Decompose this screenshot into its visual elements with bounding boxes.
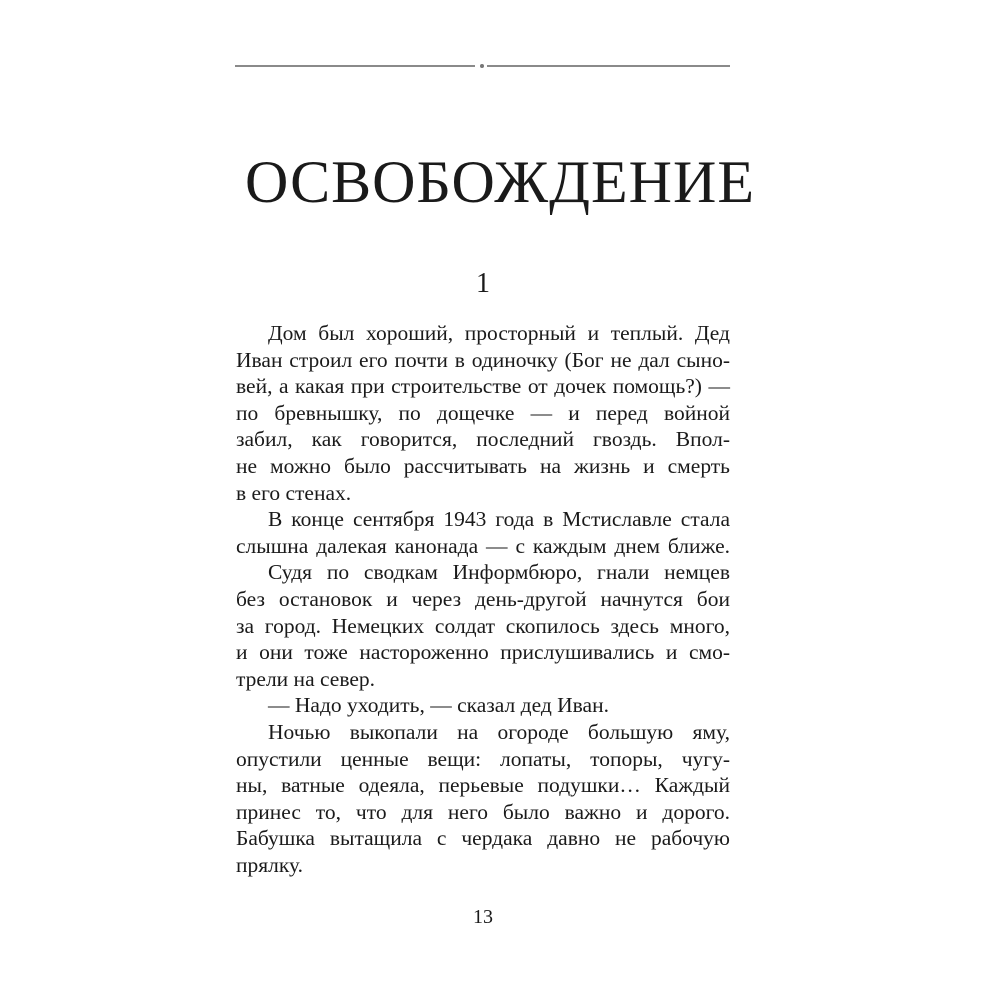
text-line: — Надо уходить, — сказал дед Иван.: [268, 693, 609, 718]
chapter-title: ОСВОБОЖДЕНИЕ: [245, 149, 755, 215]
text-line: трели на север.: [236, 666, 376, 691]
text-line: В конце сентября 1943 года в Мстиславле стала: [268, 507, 730, 532]
text-line: без остановок и через день-другой начнутся бои: [236, 586, 730, 611]
text-line: за город. Немецких солдат скопилось здесь много,: [236, 613, 730, 638]
header-ornament-rule: [235, 65, 730, 68]
text-line: слышна далекая канонада — с каждым днем ближе.: [236, 533, 730, 558]
text-line: и они тоже настороженно прислушивались и смо-: [236, 640, 730, 665]
text-line: не можно было рассчитывать на жизнь и смерть: [236, 453, 730, 478]
text-line: принес то, что для него было важно и дорого.: [236, 799, 730, 824]
section-number: 1: [476, 268, 490, 299]
text-line: Ночью выкопали на огороде большую яму,: [268, 719, 730, 744]
paragraph: [236, 506, 730, 559]
text-line: опустили ценные вещи: лопаты, топоры, чугу-: [236, 746, 730, 771]
text-line: Судя по сводкам Информбюро, гнали немцев: [268, 560, 730, 585]
paragraph: [236, 719, 730, 879]
paragraph: [236, 320, 730, 506]
body-text: [236, 320, 730, 878]
text-line: вей, а какая при строительстве от дочек помощь?) —: [236, 374, 730, 399]
text-line: Иван строил его почти в одиночку (Бог не дал сыно-: [236, 347, 730, 372]
ornament-line-left: [235, 65, 475, 67]
text-line: прялку.: [236, 852, 303, 877]
ornament-dot: [480, 64, 484, 68]
text-line: в его стенах.: [236, 480, 352, 505]
text-line: по бревнышку, по дощечке — и перед войной: [236, 400, 730, 425]
page-number: 13: [473, 906, 493, 928]
text-line: забил, как говорится, последний гвоздь. Впол-: [236, 427, 730, 452]
text-line: Дом был хороший, просторный и теплый. Дед: [268, 321, 730, 345]
paragraph: [236, 559, 730, 692]
ornament-line-right: [487, 65, 730, 67]
text-line: Бабушка вытащила с чердака давно не рабочую: [236, 826, 730, 851]
paragraph: [236, 692, 730, 719]
text-line: ны, ватные одеяла, перьевые подушки… Каждый: [236, 773, 730, 798]
